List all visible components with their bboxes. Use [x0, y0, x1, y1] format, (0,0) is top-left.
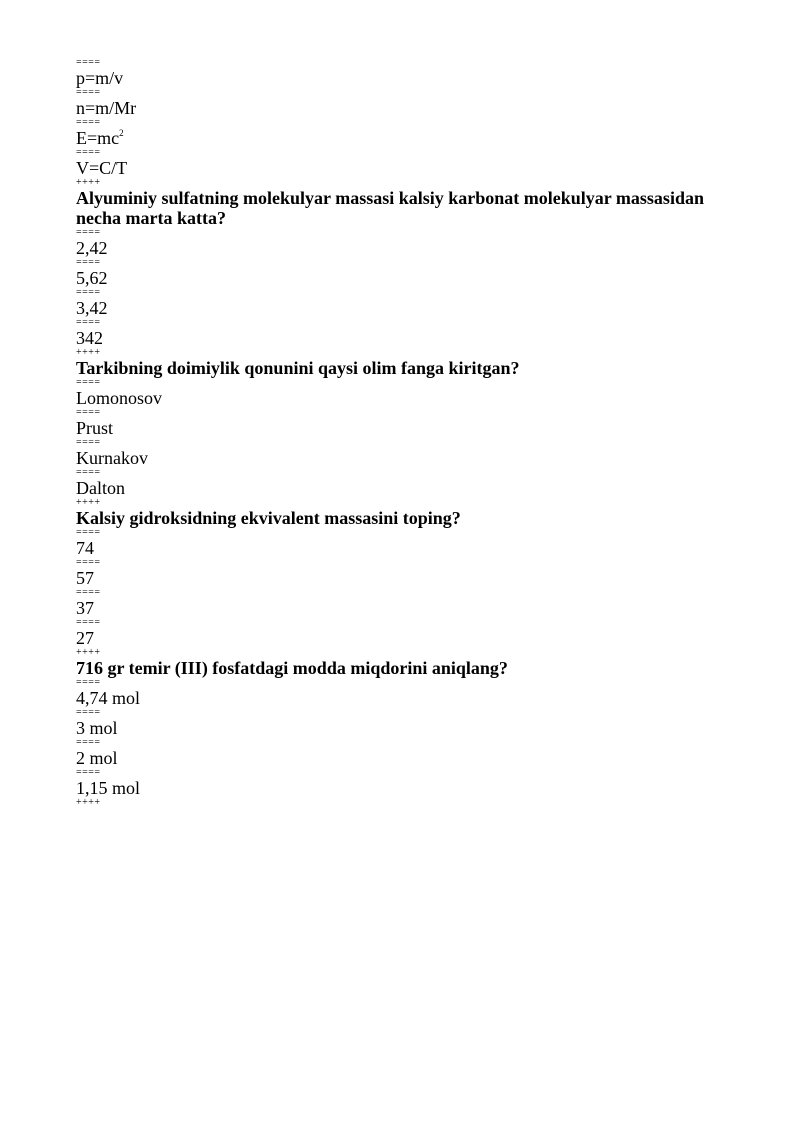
- answer-option: n=m/Mr: [76, 98, 137, 118]
- answer-option: Kurnakov: [76, 448, 148, 468]
- answer-option: 5,62: [76, 268, 108, 288]
- option-separator: ====: [76, 677, 101, 688]
- document-page: [76, 58, 748, 808]
- answer-option: Dalton: [76, 478, 125, 498]
- intro-options: [76, 58, 748, 188]
- answer-option: 27: [76, 628, 94, 648]
- option-separator: ====: [76, 87, 101, 98]
- answer-option: 342: [76, 328, 103, 348]
- option-separator: ====: [76, 227, 101, 238]
- option-separator: ====: [76, 617, 101, 628]
- option-separator: ====: [76, 767, 101, 778]
- option-separator: ====: [76, 147, 101, 158]
- question-block: [76, 358, 748, 508]
- formula-superscript: 2: [119, 128, 124, 138]
- answer-option: 3 mol: [76, 718, 118, 738]
- question-block: [76, 188, 748, 358]
- option-separator: ====: [76, 527, 101, 538]
- question-text: Alyuminiy sulfatning molekulyar massasi kalsiy karbonat molekulyar massasidan necha marta katta?: [76, 188, 704, 228]
- question-text: 716 gr temir (III) fosfatdagi modda miqdorini aniqlang?: [76, 658, 508, 678]
- answer-option: V=C/T: [76, 158, 128, 178]
- question-text: Kalsiy gidroksidning ekvivalent massasini toping?: [76, 508, 461, 528]
- question-text: Tarkibning doimiylik qonunini qaysi olim fanga kiritgan?: [76, 358, 520, 378]
- answer-option: 2 mol: [76, 748, 118, 768]
- option-separator: ====: [76, 117, 101, 128]
- answer-option: 4,74 mol: [76, 688, 141, 708]
- answer-option: 57: [76, 568, 94, 588]
- option-separator: ====: [76, 437, 101, 448]
- question-separator: ++++: [76, 647, 101, 658]
- option-separator: ====: [76, 287, 101, 298]
- question-block: [76, 658, 748, 808]
- answer-option: 37: [76, 598, 94, 618]
- option-separator: ====: [76, 587, 101, 598]
- option-separator: ====: [76, 317, 101, 328]
- option-separator: ====: [76, 377, 101, 388]
- answer-option: 3,42: [76, 298, 108, 318]
- formula-base: E=mc: [76, 128, 120, 148]
- question-block: [76, 508, 748, 658]
- answer-option: [76, 128, 748, 148]
- option-separator: ====: [76, 557, 101, 568]
- option-separator: ====: [76, 737, 101, 748]
- answer-option: p=m/v: [76, 68, 124, 88]
- option-separator: ====: [76, 257, 101, 268]
- answer-option: Lomonosov: [76, 388, 163, 408]
- answer-option: 2,42: [76, 238, 108, 258]
- answer-option: 1,15 mol: [76, 778, 141, 798]
- option-separator: ====: [76, 57, 101, 68]
- question-separator: ++++: [76, 797, 101, 808]
- question-separator: ++++: [76, 177, 101, 188]
- question-separator: ++++: [76, 497, 101, 508]
- option-separator: ====: [76, 407, 101, 418]
- question-separator: ++++: [76, 347, 101, 358]
- answer-option: 74: [76, 538, 94, 558]
- answer-option: Prust: [76, 418, 114, 438]
- option-separator: ====: [76, 707, 101, 718]
- option-separator: ====: [76, 467, 101, 478]
